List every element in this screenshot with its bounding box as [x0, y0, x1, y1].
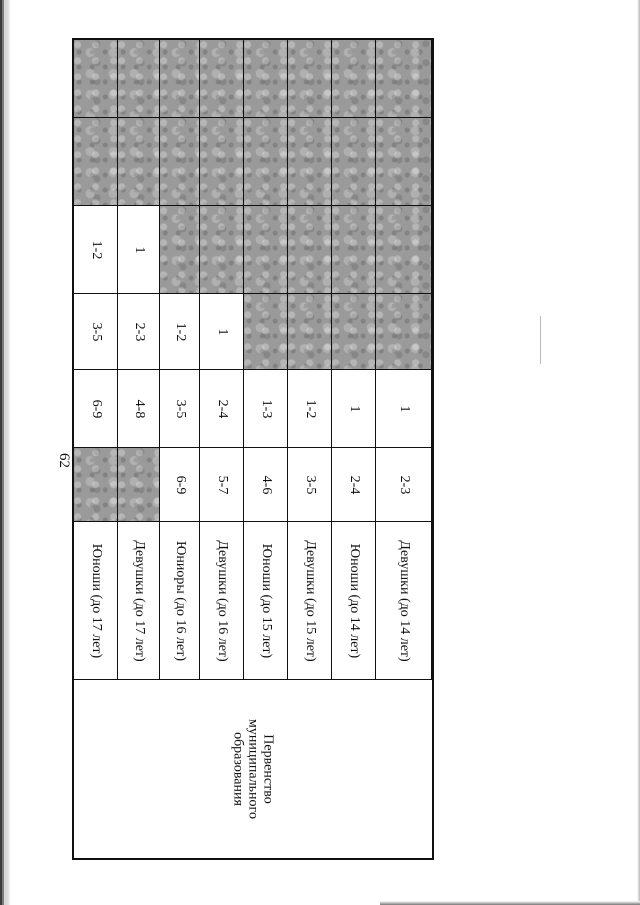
shaded-cell [200, 118, 244, 206]
value-cell [200, 370, 244, 448]
shaded-cell [200, 206, 244, 294]
place-range: 1-3 [258, 399, 274, 418]
value-cell [74, 370, 118, 448]
shaded-cell [288, 294, 332, 370]
shaded-cell [376, 294, 432, 370]
place-range: 2-4 [346, 475, 362, 494]
place-range: 1 [396, 405, 412, 412]
shaded-cell [160, 118, 200, 206]
category-cell [118, 522, 160, 680]
shaded-cell [332, 40, 376, 118]
category-label: Девушки (до 17 лет) [131, 539, 147, 662]
shaded-cell [74, 40, 118, 118]
value-cell [74, 294, 118, 370]
shaded-cell [244, 206, 288, 294]
shaded-cell [332, 118, 376, 206]
shaded-cell [200, 40, 244, 118]
place-range: 1 [346, 405, 362, 412]
place-range: 3-5 [88, 322, 104, 341]
shaded-cell [118, 40, 160, 118]
category-label: Девушки (до 16 лет) [214, 539, 230, 662]
group-label: Первенство муниципального образования [230, 719, 276, 819]
value-cell [288, 370, 332, 448]
place-range: 2-4 [214, 399, 230, 418]
category-cell [288, 522, 332, 680]
shaded-cell [160, 206, 200, 294]
value-cell [288, 448, 332, 522]
shaded-cell [244, 294, 288, 370]
category-cell [74, 522, 118, 680]
category-cell [200, 522, 244, 680]
category-label: Юноши (до 17 лет) [88, 543, 104, 658]
place-range: 1-2 [302, 399, 318, 418]
shaded-cell [160, 40, 200, 118]
category-cell [332, 522, 376, 680]
scan-edge-bottom [380, 901, 640, 905]
value-cell [332, 448, 376, 522]
place-range: 1 [131, 246, 147, 253]
category-label: Девушки (до 15 лет) [302, 539, 318, 662]
shaded-cell [118, 118, 160, 206]
place-range: 1-2 [88, 240, 104, 259]
shaded-cell [288, 40, 332, 118]
place-range: 2-3 [131, 322, 147, 341]
place-range: 4-8 [131, 399, 147, 418]
place-range: 5-7 [214, 475, 230, 494]
place-range: 1 [214, 328, 230, 335]
value-cell [118, 294, 160, 370]
scan-mark [540, 316, 541, 364]
value-cell [244, 448, 288, 522]
shaded-cell [288, 206, 332, 294]
group-label-cell [74, 680, 432, 858]
page-number: 62 [56, 453, 72, 468]
shaded-cell [74, 118, 118, 206]
value-cell [160, 294, 200, 370]
shaded-cell [376, 40, 432, 118]
place-range: 3-5 [302, 475, 318, 494]
shaded-cell [74, 448, 118, 522]
place-range: 6-9 [88, 399, 104, 418]
shaded-cell [332, 206, 376, 294]
shaded-cell [118, 448, 160, 522]
category-label: Юноши (до 15 лет) [258, 543, 274, 658]
category-label: Юноши (до 14 лет) [346, 543, 362, 658]
value-cell [200, 448, 244, 522]
place-range: 3-5 [172, 399, 188, 418]
shaded-cell [332, 294, 376, 370]
category-cell [160, 522, 200, 680]
value-cell [200, 294, 244, 370]
value-cell [160, 370, 200, 448]
shaded-cell [244, 118, 288, 206]
value-cell [160, 448, 200, 522]
shaded-cell [376, 118, 432, 206]
shaded-cell [288, 118, 332, 206]
shaded-cell [376, 206, 432, 294]
value-cell [376, 448, 432, 522]
value-cell [118, 206, 160, 294]
shaded-cell [244, 40, 288, 118]
value-cell [74, 206, 118, 294]
place-range: 4-6 [258, 475, 274, 494]
place-range: 2-3 [396, 475, 412, 494]
value-cell [376, 370, 432, 448]
category-label: Юниоры (до 16 лет) [172, 540, 188, 661]
value-cell [118, 370, 160, 448]
place-range: 6-9 [172, 475, 188, 494]
value-cell [332, 370, 376, 448]
category-cell [244, 522, 288, 680]
place-range: 1-2 [172, 322, 188, 341]
category-label: Девушки (до 14 лет) [396, 539, 412, 662]
category-cell [376, 522, 432, 680]
value-cell [244, 370, 288, 448]
scan-edge-left [0, 0, 11, 905]
